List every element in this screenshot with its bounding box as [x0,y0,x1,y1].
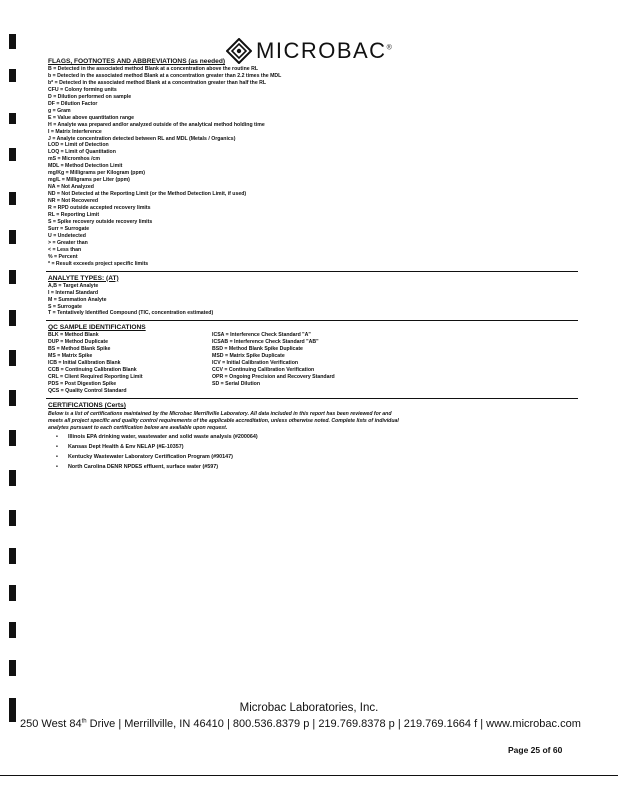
section-divider [46,271,578,272]
flag-item: < = Less than [48,246,82,253]
punch-mark [9,270,16,284]
flag-item: mg/Kg = Milligrams per Kilogram (ppm) [48,170,145,177]
qc-item: DUP = Method Duplicate [48,339,109,346]
punch-mark [9,660,16,676]
bullet-icon: • [56,463,58,470]
punch-mark [9,585,16,601]
flag-item: b* = Detected in the associated method Blank at a concentration greater than half the RL [48,79,267,86]
punch-mark [9,148,16,161]
punch-mark [9,230,16,244]
flag-item: mS = Micromhos /cm [48,156,101,163]
qc-item: BS = Method Blank Spike [48,346,111,353]
flag-item: b = Detected in the associated method Blank at a concentration greater than 2.2 times the MDL [48,72,282,79]
flags-list [48,66,596,268]
certs-list [48,432,596,472]
punch-mark [9,510,16,526]
analyte-type-item: M = Summation Analyte [48,296,107,303]
qc-item: ICSAB = Interference Check Standard "AB" [212,339,319,346]
flag-item: NA = Not Analyzed [48,184,94,191]
qc-item: CCV = Continuing Calibration Verification [212,367,315,374]
punch-mark [9,34,16,49]
flag-item: * = Result exceeds project specific limits [48,260,149,267]
punch-mark [9,192,16,205]
cert-item [48,442,596,452]
punch-mark [9,113,16,124]
flag-item: E = Value above quantitation range [48,114,135,121]
footer-address: 250 West 84th Drive | Merrillville, IN 46410 | 800.536.8379 p | 219.769.8378 p | 219.769.1664 f | www.microbac.com [20,718,581,730]
flag-item: ND = Not Detected at the Reporting Limit (or the Method Detection Limit, if used) [48,191,247,198]
qc-item: BSD = Method Blank Spike Duplicate [212,346,303,353]
analyte-type-item: T = Tentatively Identified Compound (TIC, concentration estimated) [48,310,214,317]
legend-content [48,56,596,472]
flag-item: I = Matrix Interference [48,128,102,135]
qc-item: BLK = Method Blank [48,332,99,339]
qc-item: PDS = Post Digestion Spike [48,381,117,388]
bullet-icon: • [56,443,58,450]
qc-item: ICB = Initial Calibration Blank [48,360,121,367]
punch-mark [9,390,16,406]
cert-item-text: Kentucky Wastewater Laboratory Certification Program (#90147) [68,453,233,460]
bullet-icon: • [56,433,58,440]
cert-item [48,462,596,472]
punch-mark [9,622,16,638]
flag-item: mg/L = Milligrams per Liter (ppm) [48,177,130,184]
certs-title: CERTIFICATIONS (Certs) [48,401,126,409]
qc-item: OPR = Ongoing Precision and Recovery Standard [212,374,335,381]
qc-item: CRL = Client Required Reporting Limit [48,374,143,381]
qc-item: ICSA = Interference Check Standard "A" [212,332,311,339]
analyte-type-item: I = Internal Standard [48,289,99,296]
page-number: Page 25 of 60 [508,745,563,755]
qc-item: MS = Matrix Spike [48,353,93,360]
qc-item: CCB = Continuing Calibration Blank [48,367,137,374]
flag-item: g = Gram [48,107,71,114]
flag-item: J = Analyte concentration detected between RL and MDL (Metals / Organics) [48,135,236,142]
flag-item: Surr = Surrogate [48,225,90,232]
qc-item: ICV = Initial Calibration Verification [212,360,299,367]
flag-item: H = Analyte was prepared and/or analyzed outside of the analytical method holding time [48,121,265,128]
flag-item: U = Undetected [48,232,86,239]
cert-item-text: North Carolina DENR NPDES effluent, surface water (#597) [68,463,219,470]
footer-company: Microbac Laboratories, Inc. [239,702,379,714]
certs-intro [48,411,596,432]
flag-item: MDL = Method Detection Limit [48,163,123,170]
flag-item: LOD = Limit of Detection [48,142,109,149]
section-divider [46,398,578,399]
flag-item: > = Greater than [48,239,88,246]
flag-item: DF = Dilution Factor [48,100,98,107]
cert-item [48,452,596,462]
flag-item: R = RPD outside accepted recovery limits [48,205,151,212]
flag-item: B = Detected in the associated method Blank at a concentration above the routine RL [48,66,258,72]
analyte-types-list [48,283,596,318]
analyte-type-item: S = Surrogate [48,303,82,310]
cert-item-text: Illinois EPA drinking water, wastewater and solid waste analysis (#200064) [68,433,258,440]
certs-intro-line: Below is a list of certifications maintained by the Microbac Merrillville Laboratory. All data included in this report has been reviewed for and [48,410,392,417]
cert-item [48,432,596,442]
bottom-rule [0,775,618,776]
analyte-type-item: A,B = Target Analyte [48,282,99,289]
logo-wordmark: MICROBAC® [256,38,394,63]
qc-title: QC SAMPLE IDENTIFICATIONS [48,324,146,332]
flag-item: S = Spike recovery outside recovery limits [48,218,153,225]
qc-item: QCS = Quality Control Standard [48,388,127,395]
cert-item-text: Kansas Dept Health & Env NELAP (#E-10357) [68,443,184,450]
certs-intro-line: meets all project specific and quality control requirements of the applicable accreditation, unless otherwise noted. Complete lists of individual [48,417,399,424]
flag-item: D = Dilution performed on sample [48,93,132,100]
punch-mark [9,310,16,326]
punch-mark [9,548,16,564]
qc-item: SD = Serial Dilution [212,381,260,388]
qc-column-1 [48,332,212,395]
flag-item: % = Percent [48,253,78,260]
flag-item: CFU = Colony forming units [48,86,117,93]
qc-columns [48,332,596,395]
punch-mark [9,470,16,486]
qc-column-2 [212,332,512,395]
certs-intro-line: analytes pursuant to each certification below are available upon request. [48,424,228,431]
punch-mark [9,430,16,446]
flag-item: RL = Reporting Limit [48,212,100,219]
punch-mark [9,69,16,82]
analyte-types-title: ANALYTE TYPES: (AT) [48,274,119,282]
flags-title: FLAGS, FOOTNOTES AND ABBREVIATIONS (as needed) [48,58,226,65]
qc-item: MSD = Matrix Spike Duplicate [212,353,285,360]
section-divider [46,320,578,321]
bullet-icon: • [56,453,58,460]
flag-item: NR = Not Recovered [48,198,99,205]
punch-mark [9,350,16,366]
flag-item: LOQ = Limit of Quantitation [48,149,116,156]
